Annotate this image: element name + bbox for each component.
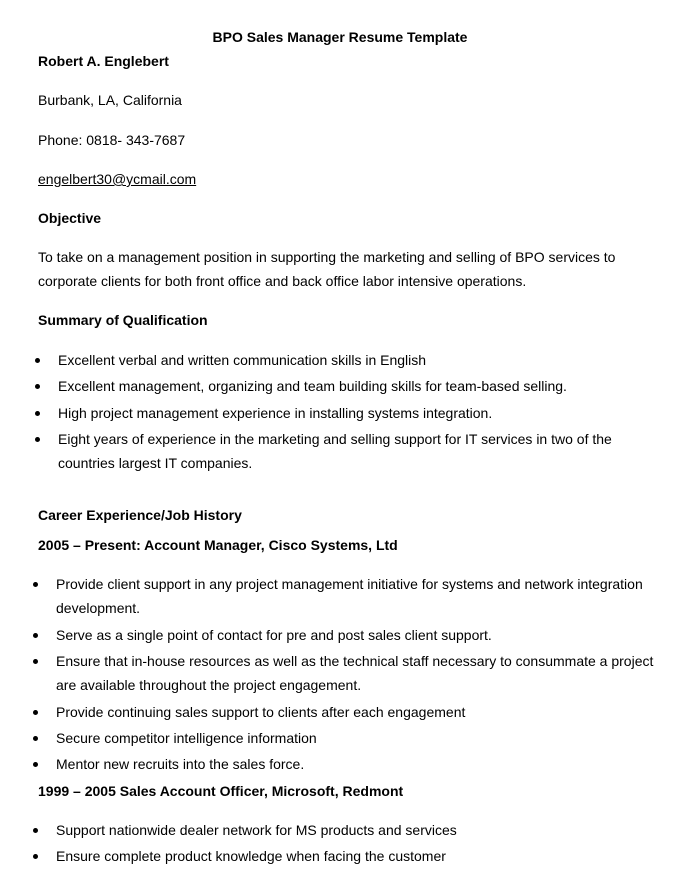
job-1-item: Ensure that in-house resources as well as the technical staff necessary to consummate a project <box>56 653 654 669</box>
bullet-icon <box>35 384 40 389</box>
job-2-item: Support nationwide dealer network for MS products and services <box>56 822 457 838</box>
summary-item: Eight years of experience in the marketing and selling support for IT services in two of the <box>58 431 612 447</box>
job-2-item: Ensure complete product knowledge when facing the customer <box>56 848 446 864</box>
summary-item-continuation: countries largest IT companies. <box>58 455 253 471</box>
job-1-item-continuation: development. <box>56 600 141 616</box>
job-1-item: Serve as a single point of contact for pre and post sales client support. <box>56 627 492 643</box>
candidate-location: Burbank, LA, California <box>38 92 182 108</box>
career-heading: Career Experience/Job History <box>38 507 242 523</box>
objective-text-line-2: corporate clients for both front office and back office labor intensive operations. <box>38 273 527 289</box>
job-1-item: Mentor new recruits into the sales force. <box>56 756 305 772</box>
job-1-item: Provide client support in any project management initiative for systems and network integration <box>56 576 643 592</box>
job-1-item: Secure competitor intelligence information <box>56 730 317 746</box>
job-1-item-continuation: are available throughout the project engagement. <box>56 677 362 693</box>
candidate-phone: Phone: 0818- 343-7687 <box>38 132 186 148</box>
job-2-heading: 1999 – 2005 Sales Account Officer, Microsoft, Redmont <box>38 783 404 799</box>
bullet-icon <box>33 659 38 664</box>
bullet-icon <box>33 582 38 587</box>
bullet-icon <box>33 828 38 833</box>
summary-item: Excellent management, organizing and team building skills for team-based selling. <box>58 378 567 394</box>
job-1-heading: 2005 – Present: Account Manager, Cisco Systems, Ltd <box>38 537 398 553</box>
bullet-icon <box>33 762 38 767</box>
document-title: BPO Sales Manager Resume Template <box>212 29 468 45</box>
bullet-icon <box>33 854 38 859</box>
bullet-icon <box>35 358 40 363</box>
summary-item: Excellent verbal and written communication skills in English <box>58 352 427 368</box>
bullet-icon <box>33 633 38 638</box>
candidate-email-link[interactable]: engelbert30@ycmail.com <box>38 171 197 187</box>
bullet-icon <box>33 710 38 715</box>
objective-text-line-1: To take on a management position in supporting the marketing and selling of BPO services to <box>38 249 616 265</box>
bullet-icon <box>35 437 40 442</box>
bullet-icon <box>35 411 40 416</box>
candidate-name: Robert A. Englebert <box>38 53 169 69</box>
summary-heading: Summary of Qualification <box>38 312 208 328</box>
job-1-item: Provide continuing sales support to clients after each engagement <box>56 704 466 720</box>
bullet-icon <box>33 736 38 741</box>
objective-heading: Objective <box>38 210 102 226</box>
summary-item: High project management experience in installing systems integration. <box>58 405 493 421</box>
